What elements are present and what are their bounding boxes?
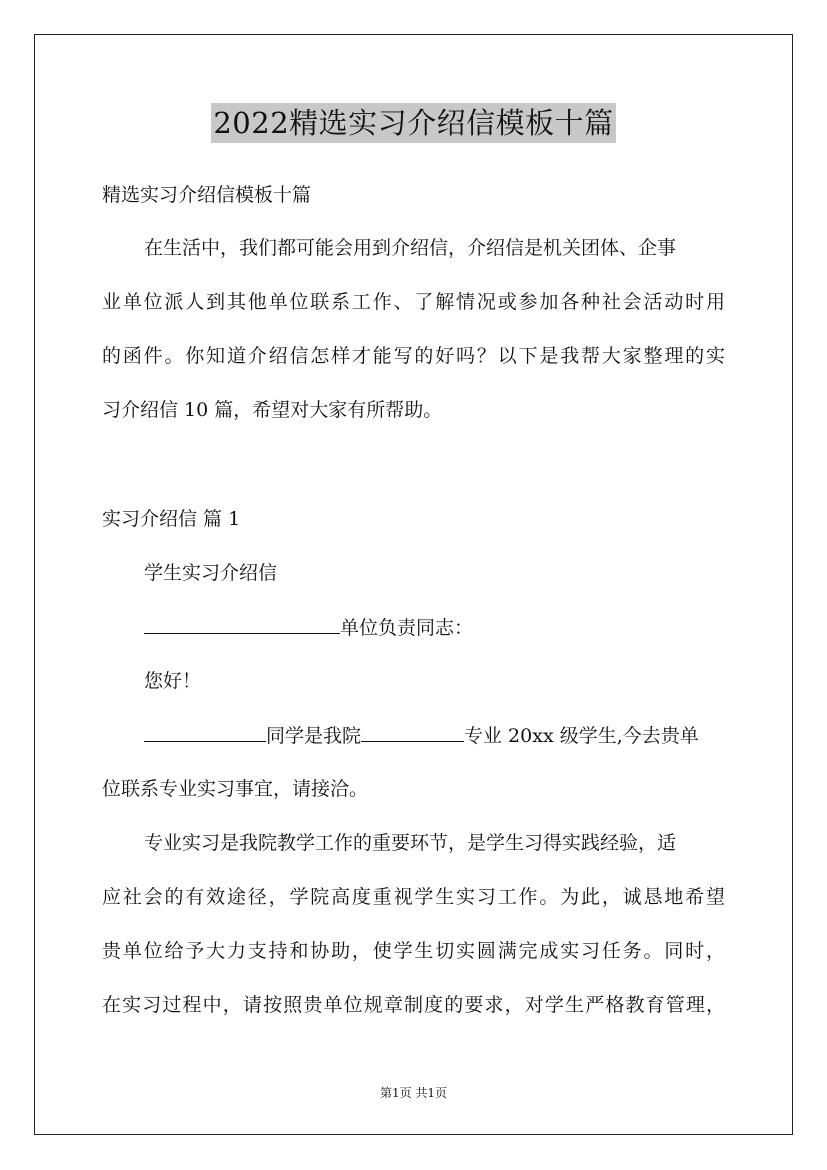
section-heading: 实习介绍信 篇 1: [102, 508, 241, 530]
document-subtitle: 精选实习介绍信模板十篇: [102, 184, 312, 206]
title-container: [0, 103, 827, 143]
addressee-blank: [144, 615, 340, 634]
body-line-2: 应社会的有效途径，学院高度重视学生实习工作。为此，诚恳地希望: [102, 886, 725, 908]
student-line-2: 位联系专业实习事宜，请接洽。: [102, 778, 369, 800]
page-footer: 第1页 共1页: [379, 1086, 448, 1100]
intro-line-2: 业单位派人到其他单位联系工作、了解情况或参加各种社会活动时用: [102, 291, 725, 313]
body-line-3: 贵单位给予大力支持和协助，使学生切实圆满完成实习任务。同时，: [102, 940, 725, 962]
student-line-part2: 专业 20xx 级学生,今去贵单: [464, 725, 699, 747]
intro-line-1: 在生活中，我们都可能会用到介绍信，介绍信是机关团体、企事: [144, 237, 677, 259]
document-title: 2022精选实习介绍信模板十篇: [211, 103, 615, 143]
addressee-suffix: 单位负责同志：: [340, 617, 474, 639]
intro-line-4: 习介绍信 10 篇，希望对大家有所帮助。: [102, 399, 443, 421]
major-blank: [361, 723, 464, 742]
body-line-4: 在实习过程中，请按照贵单位规章制度的要求，对学生严格教育管理，: [102, 994, 725, 1016]
addressee-line: [144, 615, 473, 640]
student-line-part1: 同学是我院: [266, 725, 362, 747]
student-line: [144, 723, 699, 748]
letter-title: 学生实习介绍信: [144, 562, 278, 584]
body-line-1: 专业实习是我院教学工作的重要环节，是学生习得实践经验，适: [144, 832, 677, 854]
student-name-blank: [144, 723, 266, 742]
greeting: 您好！: [144, 670, 202, 692]
intro-line-3: 的函件。你知道介绍信怎样才能写的好吗？以下是我帮大家整理的实: [102, 345, 725, 367]
